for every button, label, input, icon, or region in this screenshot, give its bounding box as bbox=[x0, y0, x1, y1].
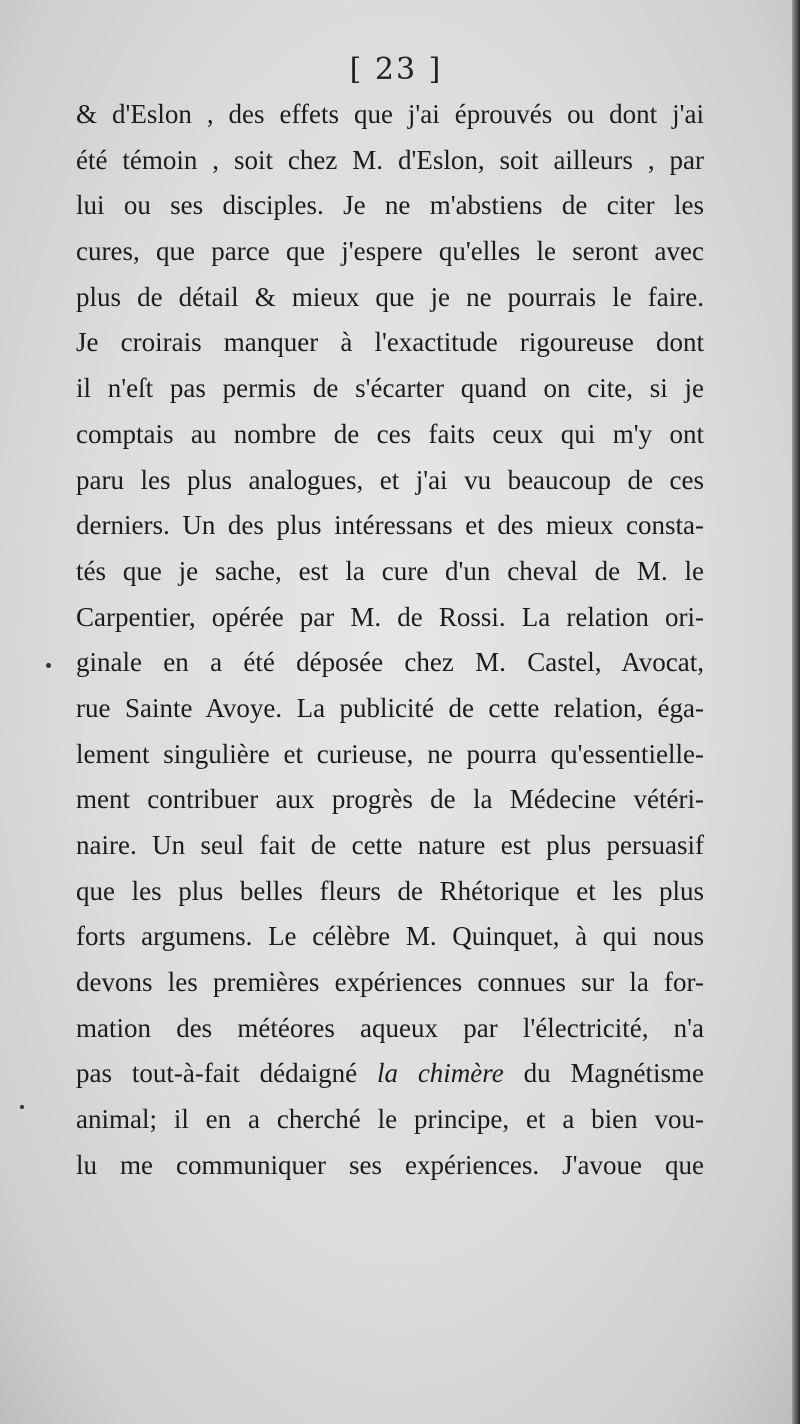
text-line: mation des météores aqueux par l'électricité, n'a bbox=[76, 1012, 704, 1043]
italic-phrase: la chimère bbox=[376, 1058, 504, 1089]
text-line: animal; il en a cherché le principe, et a bien vou- bbox=[76, 1104, 704, 1135]
text-span: pas tout-à-fait dédaigné bbox=[76, 1058, 377, 1089]
text-line-with-italic bbox=[76, 1051, 704, 1097]
text-line: lui ou ses disciples. Je ne m'abstiens de citer les bbox=[76, 190, 704, 221]
text-line: ginale en a été déposée chez M. Castel, Avocat, bbox=[76, 647, 704, 678]
text-line: & d'Eslon , des effets que j'ai éprouvés ou dont j'ai bbox=[76, 99, 704, 129]
text-line: forts argumens. Le célèbre M. Quinquet, à qui nous bbox=[76, 921, 704, 952]
text-line: tés que je sache, est la cure d'un cheval de M. le bbox=[76, 555, 704, 586]
text-line: été témoin , soit chez M. d'Eslon, soit ailleurs , par bbox=[76, 144, 704, 175]
text-line: comptais au nombre de ces faits ceux qui m'y ont bbox=[76, 418, 704, 449]
text-line: Je croirais manquer à l'exactitude rigoureuse dont bbox=[76, 327, 704, 358]
text-line: devons les premières expériences connues sur la for- bbox=[76, 967, 704, 998]
text-line: lu me communiquer ses expériences. J'avoue que bbox=[76, 1149, 704, 1180]
text-line: derniers. Un des plus intéressans et des mieux consta- bbox=[76, 510, 704, 541]
margin-speck bbox=[20, 1105, 24, 1109]
text-line: naire. Un seul fait de cette nature est plus persuasif bbox=[76, 830, 704, 860]
text-span: du Magnétisme bbox=[503, 1058, 704, 1089]
page-edge-shadow bbox=[792, 0, 800, 1424]
text-line: Carpentier, opérée par M. de Rossi. La relation ori- bbox=[76, 601, 704, 632]
text-line: il n'eſt pas permis de s'écarter quand on cite, si je bbox=[76, 373, 704, 404]
body-text bbox=[76, 92, 704, 1189]
text-line: que les plus belles fleurs de Rhétorique et les plus bbox=[76, 875, 704, 906]
text-line: ment contribuer aux progrès de la Médecine vétéri- bbox=[76, 784, 704, 815]
text-line: cures, que parce que j'espere qu'elles le seront avec bbox=[76, 236, 704, 267]
margin-speck bbox=[46, 663, 51, 668]
text-line: plus de détail & mieux que je ne pourrais le faire. bbox=[76, 281, 704, 312]
page-number: [ 23 ] bbox=[349, 52, 443, 87]
text-line: paru les plus analogues, et j'ai vu beaucoup de ces bbox=[76, 464, 704, 495]
text-line: lement singulière et curieuse, ne pourra qu'essentielle- bbox=[76, 738, 704, 769]
text-line: rue Sainte Avoye. La publicité de cette relation, éga- bbox=[76, 692, 704, 723]
